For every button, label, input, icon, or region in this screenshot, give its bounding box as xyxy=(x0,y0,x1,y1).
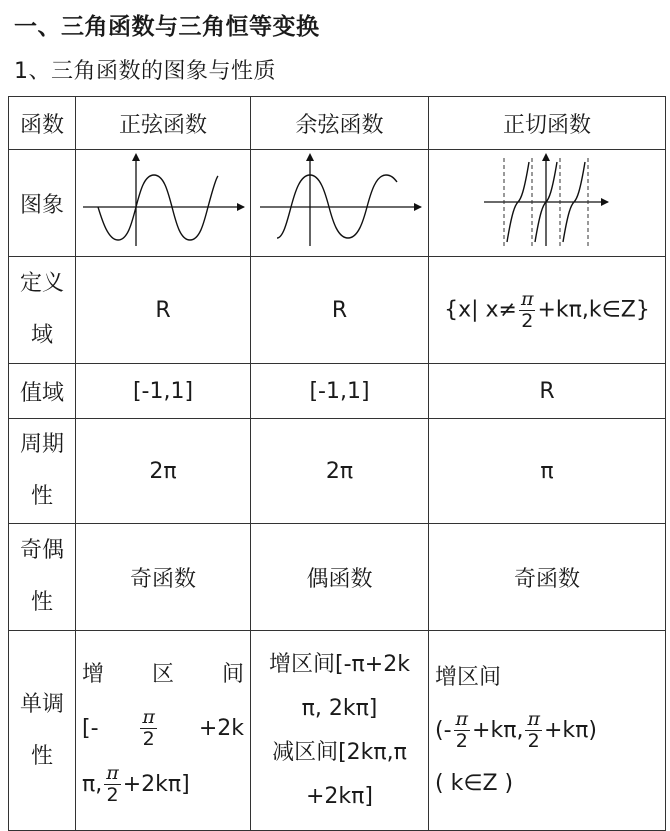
domain-cos: R xyxy=(251,257,429,364)
parity-tan: 奇函数 xyxy=(429,524,666,631)
period-tan: π xyxy=(429,419,666,524)
pi-over-2-fraction: $\frac{\pi}{2}$ xyxy=(520,287,534,332)
header-row xyxy=(9,97,666,150)
pi-over-2-fraction: $\frac{\pi}{2}$ xyxy=(527,708,540,752)
cos-graph-cell xyxy=(251,150,429,257)
monotonicity-label: 单调 性 xyxy=(9,631,76,831)
tangent-graph xyxy=(482,150,612,250)
period-label: 周期 性 xyxy=(9,419,76,524)
sine-graph xyxy=(78,150,248,250)
header-label: 函数 xyxy=(9,97,76,150)
period-sin: 2π xyxy=(76,419,251,524)
tan-graph-cell xyxy=(429,150,666,257)
mono-sin: 增 区 间 [- $\frac{\pi}{2}$ +2k π, $\frac{\pi}{2}$ +2kπ] xyxy=(76,631,251,831)
range-label: 值域 xyxy=(9,364,76,419)
pi-over-2-fraction: $\frac{\pi}{2}$ xyxy=(455,708,469,752)
cosine-graph xyxy=(255,150,425,250)
graph-row xyxy=(9,150,666,257)
range-row xyxy=(9,364,666,419)
domain-label: 定义 域 xyxy=(9,257,76,364)
range-cos: [-1,1] xyxy=(251,364,429,419)
section-heading: 一、三角函数与三角恒等变换 xyxy=(14,14,320,40)
range-tan: R xyxy=(429,364,666,419)
graph-label: 图象 xyxy=(9,150,76,257)
parity-label: 奇偶 性 xyxy=(9,524,76,631)
subsection-heading: 1、三角函数的图象与性质 xyxy=(14,59,276,84)
header-cos: 余弦函数 xyxy=(251,97,429,150)
pi-over-2-fraction: $\frac{\pi}{2}$ xyxy=(142,706,155,750)
parity-sin: 奇函数 xyxy=(76,524,251,631)
period-cos: 2π xyxy=(251,419,429,524)
header-tan: 正切函数 xyxy=(429,97,666,150)
period-row xyxy=(9,419,666,524)
monotonicity-row xyxy=(9,631,666,831)
domain-sin: R xyxy=(76,257,251,364)
domain-tan: {x| x≠ $\frac{\pi}{2}$ +kπ,k∈Z} xyxy=(429,257,666,364)
range-sin: [-1,1] xyxy=(76,364,251,419)
mono-tan: 增区间 (- $\frac{\pi}{2}$ +kπ, $\frac{\pi}{2}$ +kπ) ( k∈Z ) xyxy=(429,631,666,831)
domain-row xyxy=(9,257,666,364)
pi-over-2-fraction: $\frac{\pi}{2}$ xyxy=(106,762,119,806)
mono-cos: 增区间[-π+2k π, 2kπ] 减区间[2kπ,π +2kπ] xyxy=(251,631,429,831)
sin-graph-cell xyxy=(76,150,251,257)
trig-properties-table xyxy=(8,96,666,831)
header-sin: 正弦函数 xyxy=(76,97,251,150)
parity-cos: 偶函数 xyxy=(251,524,429,631)
parity-row xyxy=(9,524,666,631)
